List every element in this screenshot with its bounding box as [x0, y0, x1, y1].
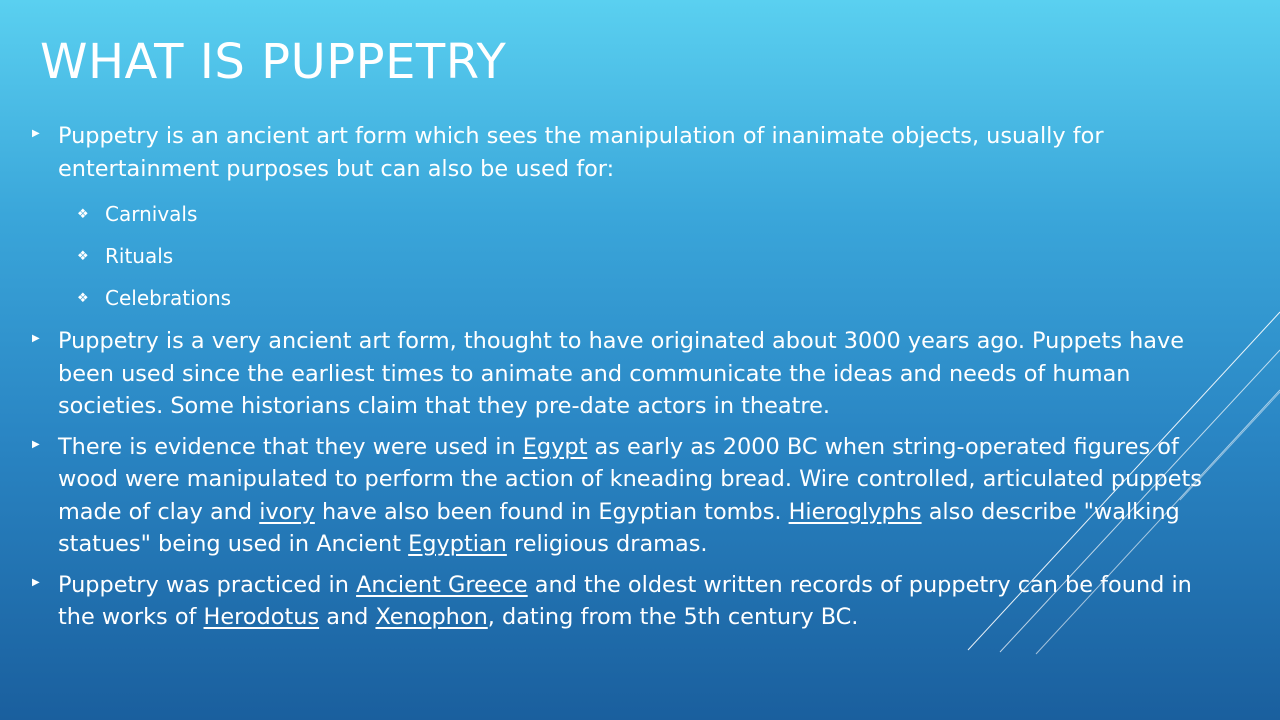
text-segment: have also been found in Egyptian tombs.: [314, 498, 789, 525]
bullet-item: [32, 325, 1232, 423]
sub-list-item: [77, 193, 1232, 235]
ivory-link[interactable]: ivory: [259, 498, 315, 525]
bullet-text: [58, 569, 1232, 634]
text-segment: religious dramas.: [506, 531, 708, 557]
bullet-arrow-icon: ▶: [32, 438, 40, 450]
herodotus-link[interactable]: Herodotus: [203, 604, 320, 630]
bullet-text: [58, 431, 1232, 561]
text-segment: Puppetry was practiced in: [58, 571, 357, 598]
text-segment: and the oldest written records of puppetry can be found in the works of: [58, 571, 1192, 630]
diamond-bullet-icon: ❖: [77, 206, 89, 222]
ancient-greece-link[interactable]: Ancient Greece: [356, 571, 528, 598]
diamond-bullet-icon: ❖: [77, 248, 89, 264]
slide-content: [32, 120, 1232, 642]
sub-item-text: Carnivals: [105, 202, 198, 226]
text-segment: and: [319, 604, 376, 630]
text-segment: as early as 2000 BC when string-operated figures of wood were manipulated to perform the action of kneading bread. Wire controlled, articulated puppets made of clay and: [58, 433, 1202, 525]
diamond-bullet-icon: ❖: [77, 290, 89, 306]
bullet-item: [32, 431, 1232, 561]
text-segment: , dating from the 5th century BC.: [487, 604, 859, 630]
bullet-arrow-icon: ▶: [32, 333, 40, 344]
sub-list-item: [77, 235, 1232, 277]
bullet-arrow-icon: ▶: [32, 576, 40, 588]
bullet-item: [32, 120, 1232, 185]
bullet-item: [32, 569, 1232, 634]
hieroglyphs-link[interactable]: Hieroglyphs: [788, 498, 922, 525]
sub-item-text: Rituals: [105, 244, 174, 268]
xenophon-link[interactable]: Xenophon: [375, 604, 488, 630]
sub-list-item: [77, 277, 1232, 319]
slide-title: WHAT IS PUPPETRY: [40, 34, 507, 90]
egyptian-link[interactable]: Egyptian: [408, 531, 507, 557]
bullet-arrow-icon: ▶: [32, 128, 40, 139]
text-segment: There is evidence that they were used in: [58, 433, 523, 460]
bullet-text: Puppetry is a very ancient art form, thought to have originated about 3000 years ago. Puppets have been used since the earliest times to animate and communicate the ideas and needs of human societies. Some historians claim that they pre-date actors in theatre.: [58, 328, 1185, 419]
sub-item-text: Celebrations: [105, 286, 232, 310]
bullet-text: Puppetry is an ancient art form which sees the manipulation of inanimate objects, usually for entertainment purposes but can also be used for:: [58, 123, 1104, 182]
egypt-link[interactable]: Egypt: [522, 433, 588, 460]
text-segment: also describe "walking statues" being used in Ancient: [58, 498, 1180, 557]
